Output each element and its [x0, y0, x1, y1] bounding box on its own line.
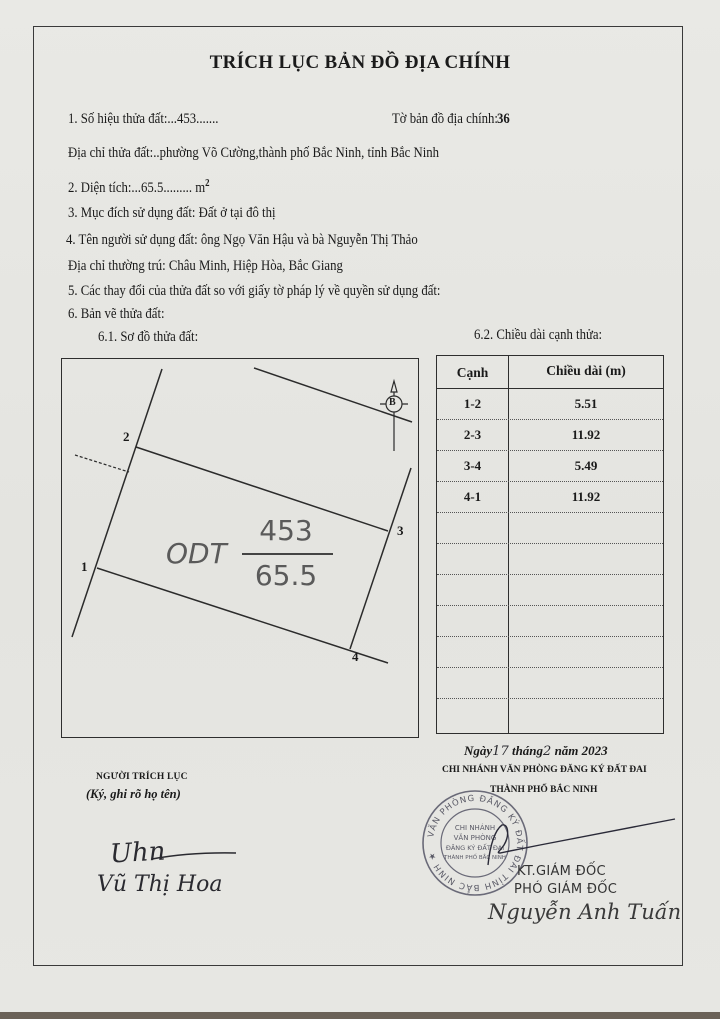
- area-unit-superscript: 2: [205, 178, 210, 189]
- table-row: [437, 420, 663, 451]
- extractor-name: Vũ Thị Hoa: [97, 872, 223, 897]
- vertex-label-4: 4: [352, 649, 359, 664]
- role-line2: PHÓ GIÁM ĐỐC: [514, 882, 618, 897]
- signature-stroke: [150, 850, 240, 862]
- parcel-number-field: 1. Số hiệu thửa đất:...453.......: [68, 111, 219, 127]
- table-row-empty: [437, 606, 663, 637]
- area-label: 2. Diện tích:...65.5......... m: [68, 179, 206, 196]
- vertex-label-3: 3: [397, 523, 404, 538]
- table-row-empty: [437, 513, 663, 544]
- issue-date: [464, 743, 608, 759]
- table-row: [437, 389, 663, 420]
- edge-cell: 4-1: [463, 489, 482, 504]
- land-code-label: ODT: [166, 537, 227, 570]
- date-year-prefix: năm: [554, 743, 579, 758]
- parcel-map-drawing: [62, 359, 420, 739]
- parcel-diagram-label: 6.1. Sơ đồ thửa đất:: [98, 329, 199, 345]
- date-month: 2: [543, 744, 552, 759]
- signer-name: Nguyễn Anh Tuấn: [488, 900, 682, 924]
- extractor-instruction: (Ký, ghi rõ họ tên): [86, 787, 181, 801]
- north-label: B: [389, 397, 396, 408]
- svg-text:VĂN PHÒNG ĐĂNG KÝ ĐẤT ĐAI TỈNH: VĂN PHÒNG ĐĂNG KÝ ĐẤT ĐAI TỈNH BẮC NINH ★: [426, 793, 525, 893]
- north-arrow-icon: [380, 381, 408, 451]
- extractor-title: NGƯỜI TRÍCH LỤC: [96, 772, 188, 782]
- svg-text:VĂN PHÒNG: VĂN PHÒNG: [453, 834, 497, 842]
- edge-cell: 2-3: [463, 427, 482, 442]
- date-day-prefix: Ngày: [464, 743, 493, 758]
- length-cell: 5.51: [574, 396, 598, 411]
- parcel-map: [61, 358, 419, 738]
- table-header-row: [437, 356, 663, 389]
- parcel-area-label: 65.5: [254, 559, 318, 592]
- background-surface: [0, 1012, 720, 1019]
- date-year: 2023: [581, 743, 608, 758]
- extractor-signature: Uhn: [109, 836, 167, 870]
- parcel-drawing-label: 6. Bản vẽ thửa đất:: [68, 306, 165, 322]
- edge-length-table: [436, 355, 664, 734]
- office-name-line1: CHI NHÁNH VĂN PHÒNG ĐĂNG KÝ ĐẤT ĐAI: [442, 765, 647, 775]
- svg-text:CHI NHÁNH: CHI NHÁNH: [454, 824, 496, 832]
- vertex-label-1: 1: [81, 559, 88, 574]
- role-line1: KT.GIÁM ĐỐC: [517, 864, 606, 879]
- map-sheet-label: Tờ bản đồ địa chính:: [392, 111, 498, 127]
- vertex-label-2: 2: [123, 429, 130, 444]
- svg-text:THÀNH PHỐ BẮC NINH: THÀNH PHỐ BẮC NINH: [444, 855, 506, 861]
- document-title: TRÍCH LỤC BẢN ĐỒ ĐỊA CHÍNH: [209, 52, 511, 73]
- date-month-prefix: tháng: [511, 743, 544, 758]
- table-row-empty: [437, 668, 663, 699]
- land-use-purpose: 3. Mục đích sử dụng đất: Đất ở tại đô thị: [68, 205, 276, 221]
- edge-lengths-label: 6.2. Chiều dài cạnh thửa:: [474, 327, 603, 343]
- table-row-empty: [437, 544, 663, 575]
- edge-cell: 3-4: [463, 458, 482, 473]
- length-cell: 11.92: [571, 489, 601, 504]
- table-row-empty: [437, 637, 663, 668]
- edge-cell: 1-2: [463, 396, 482, 411]
- table-row-empty: [437, 699, 663, 730]
- date-day: 17: [492, 744, 509, 759]
- length-cell: 5.49: [574, 458, 598, 473]
- table-row: [437, 482, 663, 513]
- permanent-residence: Địa chỉ thường trú: Châu Minh, Hiệp Hòa, Bắc Giang: [68, 258, 343, 274]
- svg-text:ĐĂNG KÝ ĐẤT ĐAI: ĐĂNG KÝ ĐẤT ĐAI: [445, 844, 505, 852]
- column-header-length: Chiều dài (m): [546, 363, 626, 378]
- office-name-line2: THÀNH PHỐ BẮC NINH: [490, 785, 598, 795]
- parcel-address: Địa chỉ thửa đất:..phường Võ Cường,thành phố Bắc Ninh, tỉnh Bắc Ninh: [68, 145, 440, 161]
- map-sheet-number: 36: [497, 111, 510, 127]
- table-row-empty: [437, 575, 663, 606]
- fraction-line: [242, 553, 333, 555]
- length-cell: 11.92: [571, 427, 601, 442]
- table-row: [437, 451, 663, 482]
- column-header-edge: Cạnh: [456, 365, 489, 380]
- area-field: [68, 178, 210, 197]
- parcel-changes-label: 5. Các thay đổi của thửa đất so với giấy tờ pháp lý về quyền sử dụng đất:: [68, 283, 441, 299]
- parcel-number-label: 453: [259, 514, 313, 547]
- land-user-names: 4. Tên người sử dụng đất: ông Ngọ Văn Hậu và bà Nguyễn Thị Thảo: [66, 232, 418, 248]
